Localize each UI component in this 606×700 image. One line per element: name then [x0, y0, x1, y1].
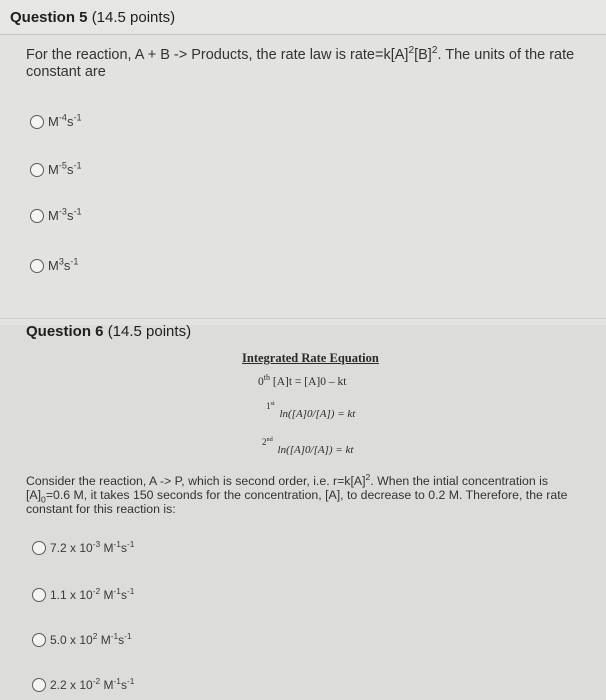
question-5-prompt: For the reaction, A + B -> Products, the rate law is $rate=k[A]^2[B]^2$. The units of the rate constant are [26, 45, 575, 80]
q5-option-4[interactable] [30, 258, 79, 273]
question-6-prompt: Consider the reaction, A -> P, which is second order, i.e. $r=k[A]^2$. When the intial concentration is $[A]_0=0.6$ M, it takes 150 seconds for the concentration, [A], to decrease to 0.2 M. Therefore, the rate constant for this reaction is: [26, 471, 568, 516]
question-5-points: (14.5 points) [91, 9, 176, 26]
radio-button[interactable] [30, 115, 44, 129]
integrated-rate-equation-figure [236, 351, 396, 469]
radio-button[interactable] [32, 541, 46, 555]
question-6-label: Question 6 [26, 323, 104, 340]
q6-option-4-label: 2.2 x $10^{-2}$ $M^{-1}s^{-1}$ [50, 676, 135, 692]
question-5-label: Question 5 [10, 9, 88, 26]
question-6-points: (14.5 points) [107, 323, 192, 340]
q6-option-1-label: 7.2 x $10^{-3}$ $M^{-1}s^{-1}$ [50, 539, 135, 555]
q5-option-1[interactable] [30, 114, 82, 129]
zero-order-equation: 0th [A]t = [A]0 – kt [258, 373, 347, 388]
question-6-title [26, 323, 191, 340]
q5-option-4-label: $M^3s^{-1}$ [48, 256, 79, 273]
q6-option-2[interactable] [32, 588, 134, 602]
second-order-equation: $^{2^{nd}}$ ln([A]0/[A]) = kt [262, 436, 354, 456]
radio-button[interactable] [30, 163, 44, 177]
q5-option-2-label: $M^{-5}s^{-1}$ [48, 160, 82, 177]
radio-button[interactable] [32, 588, 46, 602]
q5-option-3[interactable] [30, 208, 82, 223]
radio-button[interactable] [30, 259, 44, 273]
q6-option-3[interactable] [32, 633, 132, 647]
q5-option-3-label: $M^{-3}s^{-1}$ [48, 206, 82, 223]
radio-button[interactable] [32, 678, 46, 692]
radio-button[interactable] [32, 633, 46, 647]
q6-option-3-label: 5.0 x $10^2$ $M^{-1}s^{-1}$ [50, 631, 132, 647]
radio-button[interactable] [30, 209, 44, 223]
q5-option-2[interactable] [30, 162, 82, 177]
section-divider [0, 318, 606, 319]
q6-option-4[interactable] [32, 678, 134, 692]
q6-option-1[interactable] [32, 541, 134, 555]
first-order-equation: $^{1^{st}}$ ln([A]0/[A]) = kt [266, 400, 356, 420]
question-5-title [10, 9, 175, 26]
q6-option-2-label: 1.1 x $10^{-2}$ $M^{-1}s^{-1}$ [50, 586, 135, 602]
q5-option-1-label: $M^{-4}s^{-1}$ [48, 112, 82, 129]
formula-heading: Integrated Rate Equation [242, 351, 379, 365]
